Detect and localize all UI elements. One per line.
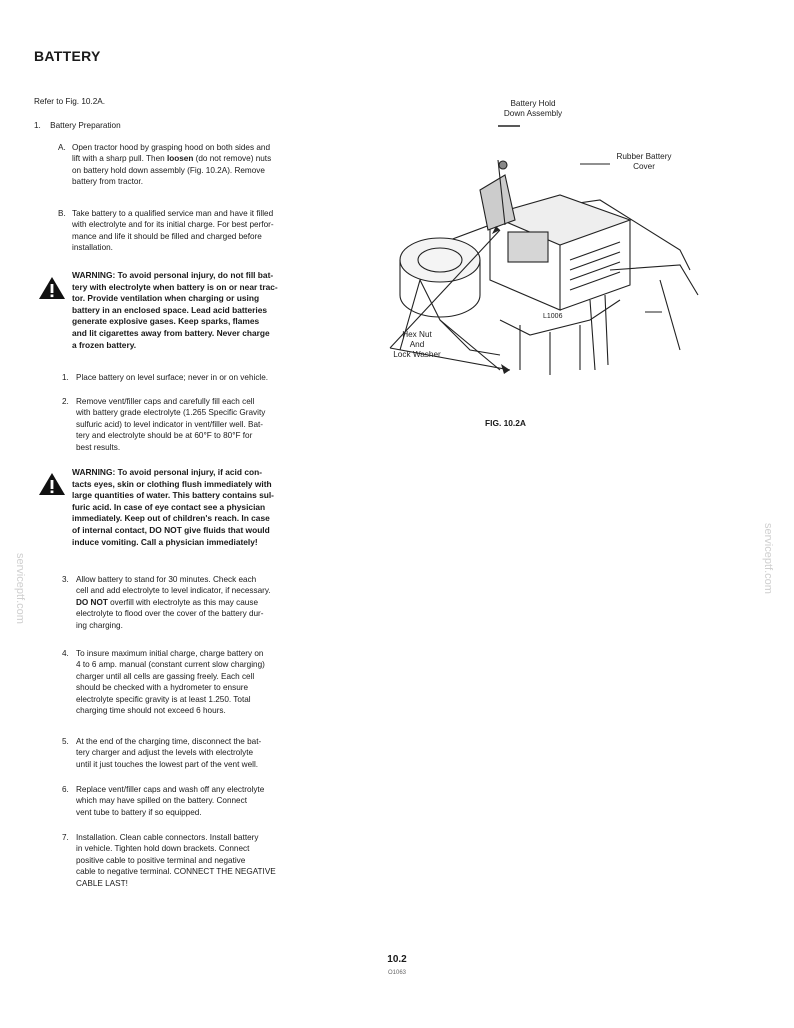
watermark-left: serviceptf.com [14, 553, 26, 624]
label-battery-hold-down: Battery Hold Down Assembly [503, 99, 563, 118]
page-title: BATTERY [34, 48, 101, 64]
section-number: 1. [34, 121, 41, 130]
document-code: O1063 [387, 970, 406, 976]
section-label: Battery Preparation [50, 121, 121, 130]
figure-caption: FIG. 10.2A [485, 418, 526, 428]
label-hex-nut: Hex Nut And Lock Washer [393, 330, 441, 359]
part-code: L1006 [543, 313, 563, 320]
step-b-text: Take battery to a qualified service man and have it filled with electrolyte and for its initial charge. For best perfor- mance and life it should be filled and charged before installation. [72, 209, 274, 253]
warning-2: WARNING: To avoid personal injury, if acid con- tacts eyes, skin or clothing flush immediately with large quantities of water. This battery contains sul- furic acid. In case of eye contact see a physician immediately. Keep out of children's reach. In case of internal contact, DO NOT give fluids that would induce vomiting. Call a physician immediately! [72, 467, 274, 547]
page-number: 10.2 [387, 954, 407, 965]
warning-1: WARNING: To avoid personal injury, do not fill bat- tery with electrolyte when battery is on or near trac- tor. Provide ventilation when charging or using battery in an enclosed space. Lead acid batteries generate explosive gases. Keep sparks, flames and lit cigarettes away from battery. Never charge a frozen battery. [72, 270, 278, 350]
step-letter: A. [58, 143, 66, 152]
watermark-right: serviceptf.com [762, 523, 774, 594]
warning-triangle-icon [38, 472, 66, 496]
section-heading [34, 120, 121, 131]
step-letter: B. [58, 209, 66, 218]
step-a-text: Open tractor hood by grasping hood on both sides and lift with a sharp pull. Then loosen (do not remove) nuts on battery hold down assembly (Fig. 10.2A). Remove battery from tractor. [72, 143, 272, 187]
warning-triangle-icon [38, 276, 66, 300]
intro-text: Refer to Fig. 10.2A. [34, 97, 105, 106]
label-rubber-battery-cover: Rubber Battery Cover [616, 152, 672, 171]
